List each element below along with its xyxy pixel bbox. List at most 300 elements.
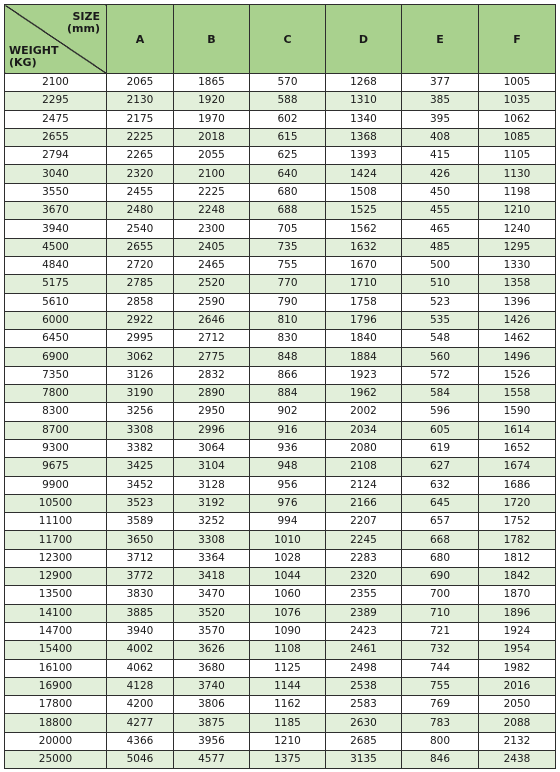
table-row <box>5 604 556 622</box>
cell-b: 2890 <box>174 385 250 403</box>
cell-a: 2995 <box>107 330 174 348</box>
cell-a: 4002 <box>107 641 174 659</box>
cell-c: 602 <box>250 110 326 128</box>
cell-b: 2832 <box>174 366 250 384</box>
cell-weight: 25000 <box>5 750 107 768</box>
cell-c: 956 <box>250 476 326 494</box>
table-row <box>5 275 556 293</box>
cell-d: 2283 <box>326 549 402 567</box>
size-header-label <box>67 11 100 35</box>
table-row <box>5 586 556 604</box>
cell-b: 2465 <box>174 256 250 274</box>
cell-a: 4277 <box>107 714 174 732</box>
table-row <box>5 439 556 457</box>
table-row <box>5 256 556 274</box>
cell-a: 5046 <box>107 750 174 768</box>
cell-b: 3520 <box>174 604 250 622</box>
cell-weight: 2475 <box>5 110 107 128</box>
table-row <box>5 366 556 384</box>
cell-e: 395 <box>402 110 479 128</box>
cell-d: 1632 <box>326 238 402 256</box>
cell-d: 2207 <box>326 513 402 531</box>
cell-c: 810 <box>250 311 326 329</box>
cell-a: 3452 <box>107 476 174 494</box>
cell-b: 3875 <box>174 714 250 732</box>
cell-d: 2108 <box>326 458 402 476</box>
cell-c: 688 <box>250 202 326 220</box>
cell-f: 2050 <box>479 696 556 714</box>
cell-weight: 3040 <box>5 165 107 183</box>
cell-d: 1368 <box>326 128 402 146</box>
cell-a: 3650 <box>107 531 174 549</box>
cell-c: 1185 <box>250 714 326 732</box>
cell-d: 1962 <box>326 385 402 403</box>
cell-b: 3570 <box>174 622 250 640</box>
cell-e: 584 <box>402 385 479 403</box>
cell-e: 800 <box>402 732 479 750</box>
table-row <box>5 92 556 110</box>
cell-a: 2720 <box>107 256 174 274</box>
cell-f: 2016 <box>479 677 556 695</box>
cell-e: 523 <box>402 293 479 311</box>
cell-a: 3885 <box>107 604 174 622</box>
cell-weight: 10500 <box>5 494 107 512</box>
weight-header-label <box>9 45 58 69</box>
column-header-c: C <box>250 5 326 74</box>
cell-weight: 5610 <box>5 293 107 311</box>
cell-f: 1924 <box>479 622 556 640</box>
cell-a: 2320 <box>107 165 174 183</box>
cell-e: 605 <box>402 421 479 439</box>
cell-e: 450 <box>402 183 479 201</box>
cell-f: 2088 <box>479 714 556 732</box>
corner-header-cell <box>5 5 107 74</box>
cell-a: 2480 <box>107 202 174 220</box>
cell-c: 866 <box>250 366 326 384</box>
cell-b: 3806 <box>174 696 250 714</box>
cell-b: 3364 <box>174 549 250 567</box>
cell-e: 668 <box>402 531 479 549</box>
cell-d: 1562 <box>326 220 402 238</box>
cell-d: 1525 <box>326 202 402 220</box>
table-row <box>5 385 556 403</box>
column-header-d: D <box>326 5 402 74</box>
cell-e: 426 <box>402 165 479 183</box>
cell-e: 846 <box>402 750 479 768</box>
cell-weight: 9300 <box>5 439 107 457</box>
cell-d: 2583 <box>326 696 402 714</box>
cell-b: 3308 <box>174 531 250 549</box>
cell-c: 902 <box>250 403 326 421</box>
cell-a: 2065 <box>107 74 174 92</box>
cell-e: 560 <box>402 348 479 366</box>
cell-f: 1240 <box>479 220 556 238</box>
cell-weight: 4840 <box>5 256 107 274</box>
table-row <box>5 622 556 640</box>
cell-c: 916 <box>250 421 326 439</box>
cell-c: 1144 <box>250 677 326 695</box>
cell-weight: 5175 <box>5 275 107 293</box>
cell-e: 744 <box>402 659 479 677</box>
cell-d: 2389 <box>326 604 402 622</box>
cell-c: 1010 <box>250 531 326 549</box>
cell-a: 2785 <box>107 275 174 293</box>
table-row <box>5 165 556 183</box>
cell-c: 680 <box>250 183 326 201</box>
table-row <box>5 403 556 421</box>
column-header-a: A <box>107 5 174 74</box>
cell-b: 1920 <box>174 92 250 110</box>
cell-e: 690 <box>402 568 479 586</box>
cell-weight: 12300 <box>5 549 107 567</box>
cell-c: 1210 <box>250 732 326 750</box>
cell-d: 2002 <box>326 403 402 421</box>
column-header-b: B <box>174 5 250 74</box>
cell-d: 1340 <box>326 110 402 128</box>
cell-a: 4200 <box>107 696 174 714</box>
cell-d: 2685 <box>326 732 402 750</box>
cell-f: 1210 <box>479 202 556 220</box>
cell-d: 1393 <box>326 147 402 165</box>
cell-f: 2438 <box>479 750 556 768</box>
cell-d: 2423 <box>326 622 402 640</box>
cell-c: 948 <box>250 458 326 476</box>
table-row <box>5 238 556 256</box>
cell-weight: 9675 <box>5 458 107 476</box>
cell-e: 700 <box>402 586 479 604</box>
cell-f: 1686 <box>479 476 556 494</box>
cell-f: 1396 <box>479 293 556 311</box>
table-row <box>5 348 556 366</box>
cell-a: 3308 <box>107 421 174 439</box>
cell-d: 1840 <box>326 330 402 348</box>
cell-b: 3680 <box>174 659 250 677</box>
cell-b: 1970 <box>174 110 250 128</box>
cell-c: 588 <box>250 92 326 110</box>
cell-a: 3425 <box>107 458 174 476</box>
cell-b: 2996 <box>174 421 250 439</box>
cell-b: 2300 <box>174 220 250 238</box>
cell-d: 2355 <box>326 586 402 604</box>
cell-c: 830 <box>250 330 326 348</box>
cell-a: 3940 <box>107 622 174 640</box>
cell-b: 2775 <box>174 348 250 366</box>
size-label: SIZE <box>72 10 100 23</box>
cell-a: 3062 <box>107 348 174 366</box>
column-header-e: E <box>402 5 479 74</box>
cell-e: 769 <box>402 696 479 714</box>
cell-d: 2461 <box>326 641 402 659</box>
cell-weight: 2295 <box>5 92 107 110</box>
cell-weight: 12900 <box>5 568 107 586</box>
cell-b: 3470 <box>174 586 250 604</box>
header-row <box>5 5 556 74</box>
cell-a: 3382 <box>107 439 174 457</box>
cell-weight: 16100 <box>5 659 107 677</box>
cell-e: 377 <box>402 74 479 92</box>
cell-e: 465 <box>402 220 479 238</box>
table-body <box>5 74 556 769</box>
table-row <box>5 677 556 695</box>
cell-weight: 8700 <box>5 421 107 439</box>
cell-f: 1295 <box>479 238 556 256</box>
cell-c: 1108 <box>250 641 326 659</box>
cell-c: 994 <box>250 513 326 531</box>
cell-f: 1526 <box>479 366 556 384</box>
table-row <box>5 147 556 165</box>
cell-b: 2590 <box>174 293 250 311</box>
cell-e: 500 <box>402 256 479 274</box>
cell-e: 415 <box>402 147 479 165</box>
cell-f: 1062 <box>479 110 556 128</box>
cell-d: 1884 <box>326 348 402 366</box>
cell-c: 570 <box>250 74 326 92</box>
cell-c: 615 <box>250 128 326 146</box>
table-row <box>5 330 556 348</box>
size-weight-table <box>4 4 556 769</box>
cell-a: 2858 <box>107 293 174 311</box>
table-row <box>5 696 556 714</box>
table-row <box>5 568 556 586</box>
cell-d: 2320 <box>326 568 402 586</box>
table-row <box>5 494 556 512</box>
cell-weight: 2100 <box>5 74 107 92</box>
cell-d: 2166 <box>326 494 402 512</box>
cell-b: 2712 <box>174 330 250 348</box>
cell-e: 510 <box>402 275 479 293</box>
table-row <box>5 641 556 659</box>
table-row <box>5 732 556 750</box>
cell-f: 1590 <box>479 403 556 421</box>
cell-f: 1330 <box>479 256 556 274</box>
cell-b: 3192 <box>174 494 250 512</box>
cell-e: 721 <box>402 622 479 640</box>
cell-c: 705 <box>250 220 326 238</box>
cell-weight: 8300 <box>5 403 107 421</box>
cell-b: 2248 <box>174 202 250 220</box>
cell-weight: 17800 <box>5 696 107 714</box>
cell-f: 1198 <box>479 183 556 201</box>
weight-label: WEIGHT <box>9 44 59 57</box>
cell-a: 3830 <box>107 586 174 604</box>
cell-f: 1358 <box>479 275 556 293</box>
cell-d: 2080 <box>326 439 402 457</box>
cell-d: 1758 <box>326 293 402 311</box>
cell-e: 783 <box>402 714 479 732</box>
cell-f: 1870 <box>479 586 556 604</box>
cell-f: 1496 <box>479 348 556 366</box>
cell-b: 3252 <box>174 513 250 531</box>
cell-weight: 2655 <box>5 128 107 146</box>
cell-weight: 13500 <box>5 586 107 604</box>
table-row <box>5 183 556 201</box>
cell-f: 1614 <box>479 421 556 439</box>
cell-weight: 20000 <box>5 732 107 750</box>
table-row <box>5 74 556 92</box>
cell-f: 1005 <box>479 74 556 92</box>
cell-a: 2540 <box>107 220 174 238</box>
table-row <box>5 110 556 128</box>
cell-c: 1375 <box>250 750 326 768</box>
table-row <box>5 293 556 311</box>
cell-c: 936 <box>250 439 326 457</box>
cell-a: 4062 <box>107 659 174 677</box>
cell-weight: 3550 <box>5 183 107 201</box>
cell-d: 1508 <box>326 183 402 201</box>
cell-f: 1426 <box>479 311 556 329</box>
cell-a: 2922 <box>107 311 174 329</box>
cell-weight: 6000 <box>5 311 107 329</box>
cell-e: 732 <box>402 641 479 659</box>
cell-c: 884 <box>250 385 326 403</box>
cell-c: 790 <box>250 293 326 311</box>
cell-d: 3135 <box>326 750 402 768</box>
cell-b: 4577 <box>174 750 250 768</box>
cell-c: 1076 <box>250 604 326 622</box>
cell-c: 640 <box>250 165 326 183</box>
cell-c: 848 <box>250 348 326 366</box>
cell-c: 976 <box>250 494 326 512</box>
cell-f: 1982 <box>479 659 556 677</box>
cell-b: 3418 <box>174 568 250 586</box>
cell-f: 1035 <box>479 92 556 110</box>
cell-f: 1462 <box>479 330 556 348</box>
table-row <box>5 476 556 494</box>
table-row <box>5 714 556 732</box>
cell-a: 3712 <box>107 549 174 567</box>
table-row <box>5 202 556 220</box>
cell-c: 735 <box>250 238 326 256</box>
cell-weight: 3940 <box>5 220 107 238</box>
table-row <box>5 750 556 768</box>
cell-f: 1954 <box>479 641 556 659</box>
cell-weight: 18800 <box>5 714 107 732</box>
cell-a: 2655 <box>107 238 174 256</box>
cell-c: 1125 <box>250 659 326 677</box>
cell-a: 3523 <box>107 494 174 512</box>
cell-a: 3772 <box>107 568 174 586</box>
cell-f: 1085 <box>479 128 556 146</box>
cell-c: 625 <box>250 147 326 165</box>
cell-f: 1752 <box>479 513 556 531</box>
cell-weight: 7350 <box>5 366 107 384</box>
cell-weight: 6450 <box>5 330 107 348</box>
cell-b: 2100 <box>174 165 250 183</box>
cell-weight: 14100 <box>5 604 107 622</box>
cell-d: 1310 <box>326 92 402 110</box>
cell-b: 2018 <box>174 128 250 146</box>
cell-c: 1090 <box>250 622 326 640</box>
cell-weight: 7800 <box>5 385 107 403</box>
cell-e: 627 <box>402 458 479 476</box>
table-row <box>5 220 556 238</box>
cell-weight: 14700 <box>5 622 107 640</box>
cell-d: 1268 <box>326 74 402 92</box>
cell-f: 1105 <box>479 147 556 165</box>
cell-f: 1652 <box>479 439 556 457</box>
table-row <box>5 531 556 549</box>
cell-e: 408 <box>402 128 479 146</box>
column-header-f: F <box>479 5 556 74</box>
cell-e: 572 <box>402 366 479 384</box>
cell-b: 2405 <box>174 238 250 256</box>
cell-f: 1896 <box>479 604 556 622</box>
cell-e: 657 <box>402 513 479 531</box>
cell-weight: 4500 <box>5 238 107 256</box>
table-row <box>5 659 556 677</box>
cell-d: 1796 <box>326 311 402 329</box>
cell-f: 1130 <box>479 165 556 183</box>
cell-weight: 15400 <box>5 641 107 659</box>
cell-e: 485 <box>402 238 479 256</box>
cell-b: 3626 <box>174 641 250 659</box>
cell-b: 3128 <box>174 476 250 494</box>
cell-f: 1842 <box>479 568 556 586</box>
cell-weight: 11100 <box>5 513 107 531</box>
table-row <box>5 128 556 146</box>
cell-a: 2265 <box>107 147 174 165</box>
cell-a: 4128 <box>107 677 174 695</box>
cell-f: 1674 <box>479 458 556 476</box>
cell-c: 770 <box>250 275 326 293</box>
size-unit: (mm) <box>67 22 100 35</box>
cell-a: 4366 <box>107 732 174 750</box>
cell-f: 1782 <box>479 531 556 549</box>
cell-a: 3126 <box>107 366 174 384</box>
cell-c: 755 <box>250 256 326 274</box>
table-row <box>5 513 556 531</box>
cell-f: 1720 <box>479 494 556 512</box>
cell-weight: 11700 <box>5 531 107 549</box>
cell-a: 2130 <box>107 92 174 110</box>
size-table-container <box>4 4 556 769</box>
cell-b: 3064 <box>174 439 250 457</box>
cell-a: 2225 <box>107 128 174 146</box>
cell-f: 1558 <box>479 385 556 403</box>
weight-unit: (KG) <box>9 56 37 69</box>
cell-b: 3104 <box>174 458 250 476</box>
cell-d: 2124 <box>326 476 402 494</box>
cell-e: 619 <box>402 439 479 457</box>
cell-c: 1060 <box>250 586 326 604</box>
cell-c: 1044 <box>250 568 326 586</box>
cell-e: 632 <box>402 476 479 494</box>
cell-e: 680 <box>402 549 479 567</box>
cell-a: 3256 <box>107 403 174 421</box>
cell-e: 755 <box>402 677 479 695</box>
table-row <box>5 311 556 329</box>
cell-e: 710 <box>402 604 479 622</box>
cell-b: 2520 <box>174 275 250 293</box>
cell-e: 645 <box>402 494 479 512</box>
table-row <box>5 458 556 476</box>
cell-b: 1865 <box>174 74 250 92</box>
cell-f: 2132 <box>479 732 556 750</box>
cell-d: 2630 <box>326 714 402 732</box>
cell-weight: 6900 <box>5 348 107 366</box>
cell-b: 2950 <box>174 403 250 421</box>
cell-weight: 9900 <box>5 476 107 494</box>
cell-b: 3956 <box>174 732 250 750</box>
cell-b: 2225 <box>174 183 250 201</box>
table-row <box>5 421 556 439</box>
cell-d: 2538 <box>326 677 402 695</box>
cell-weight: 3670 <box>5 202 107 220</box>
cell-e: 455 <box>402 202 479 220</box>
cell-d: 2498 <box>326 659 402 677</box>
cell-d: 1923 <box>326 366 402 384</box>
cell-b: 2055 <box>174 147 250 165</box>
